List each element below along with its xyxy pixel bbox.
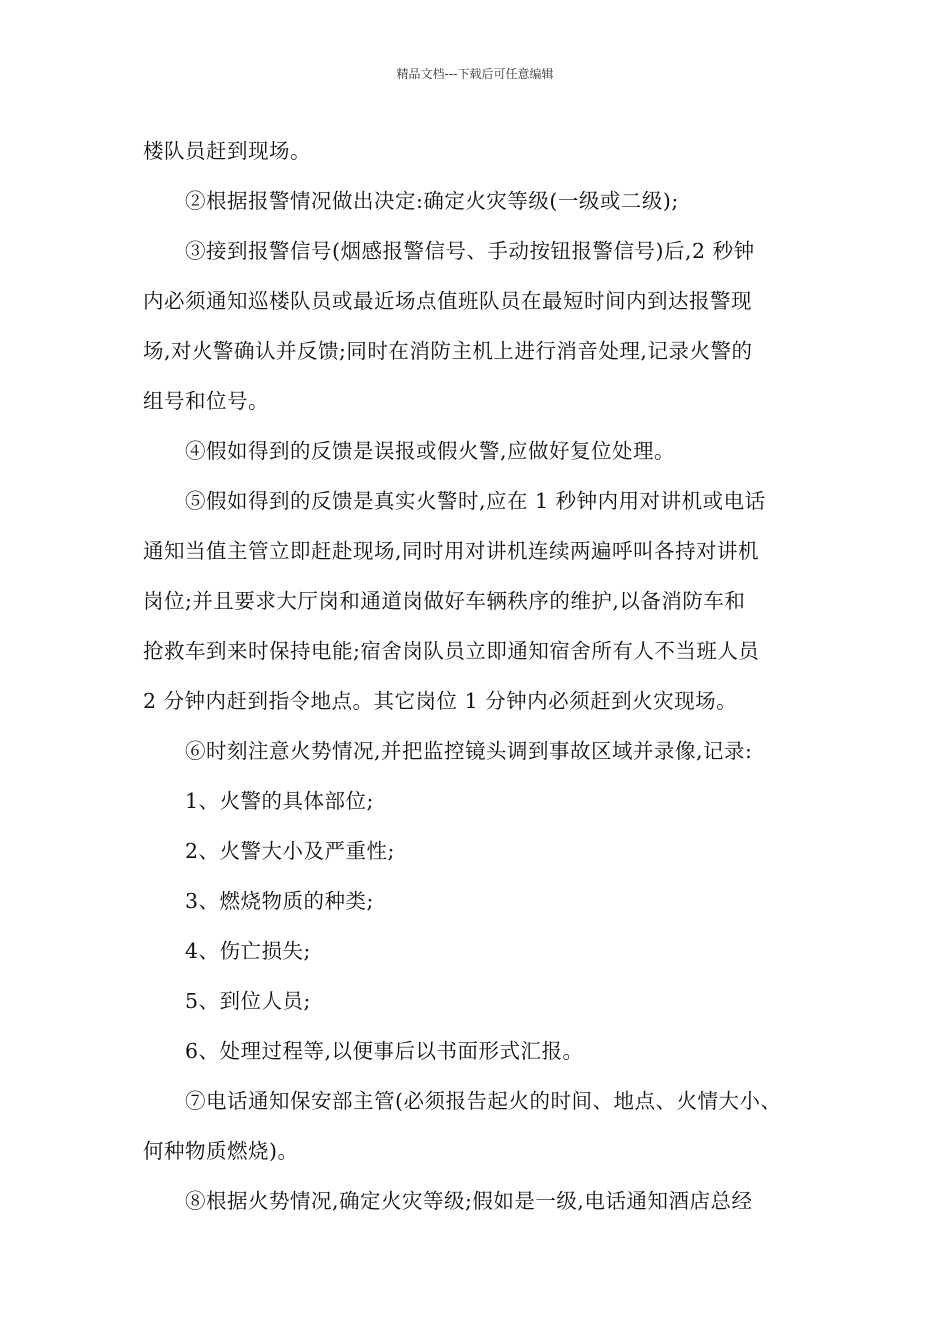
body-line: 何种物质燃烧)。: [143, 1139, 299, 1163]
body-line: ⑥时刻注意火势情况,并把监控镜头调到事故区域并录像,记录:: [185, 739, 753, 763]
body-line: 组号和位号。: [143, 389, 269, 413]
body-line: 楼队员赶到现场。: [143, 139, 311, 163]
list-item: 3、燃烧物质的种类;: [185, 889, 374, 913]
page-header: 精品文档---下载后可任意编辑: [396, 67, 554, 81]
body-line: 场,对火警确认并反馈;同时在消防主机上进行消音处理,记录火警的: [143, 339, 753, 363]
body-line: ⑧根据火势情况,确定火灾等级;假如是一级,电话通知酒店总经: [185, 1189, 753, 1213]
body-line: 通知当值主管立即赶赴现场,同时用对讲机连续两遍呼叫各持对讲机: [143, 539, 760, 563]
list-item: 4、伤亡损失;: [185, 939, 311, 963]
body-line: 2 分钟内赶到指令地点。其它岗位 1 分钟内必须赶到火灾现场。: [143, 689, 738, 713]
list-item: 1、火警的具体部位;: [185, 789, 374, 813]
list-item: 6、处理过程等,以便事后以书面形式汇报。: [185, 1039, 584, 1063]
body-line: ③接到报警信号(烟感报警信号、手动按钮报警信号)后,2 秒钟: [185, 239, 755, 263]
body-line: ⑦电话通知保安部主管(必须报告起火的时间、地点、火情大小、: [185, 1089, 782, 1113]
body-line: 抢救车到来时保持电能;宿舍岗队员立即通知宿舍所有人不当班人员: [143, 639, 760, 663]
list-item: 5、到位人员;: [185, 989, 311, 1013]
body-line: 内必须通知巡楼队员或最近场点值班队员在最短时间内到达报警现: [143, 289, 752, 313]
body-line: ④假如得到的反馈是误报或假火警,应做好复位处理。: [185, 439, 676, 463]
body-line: ②根据报警情况做出决定:确定火灾等级(一级或二级);: [185, 189, 679, 213]
body-line: ⑤假如得到的反馈是真实火警时,应在 1 秒钟内用对讲机或电话: [185, 489, 766, 513]
list-item: 2、火警大小及严重性;: [185, 839, 395, 863]
body-line: 岗位;并且要求大厅岗和通道岗做好车辆秩序的维护,以备消防车和: [143, 589, 746, 613]
